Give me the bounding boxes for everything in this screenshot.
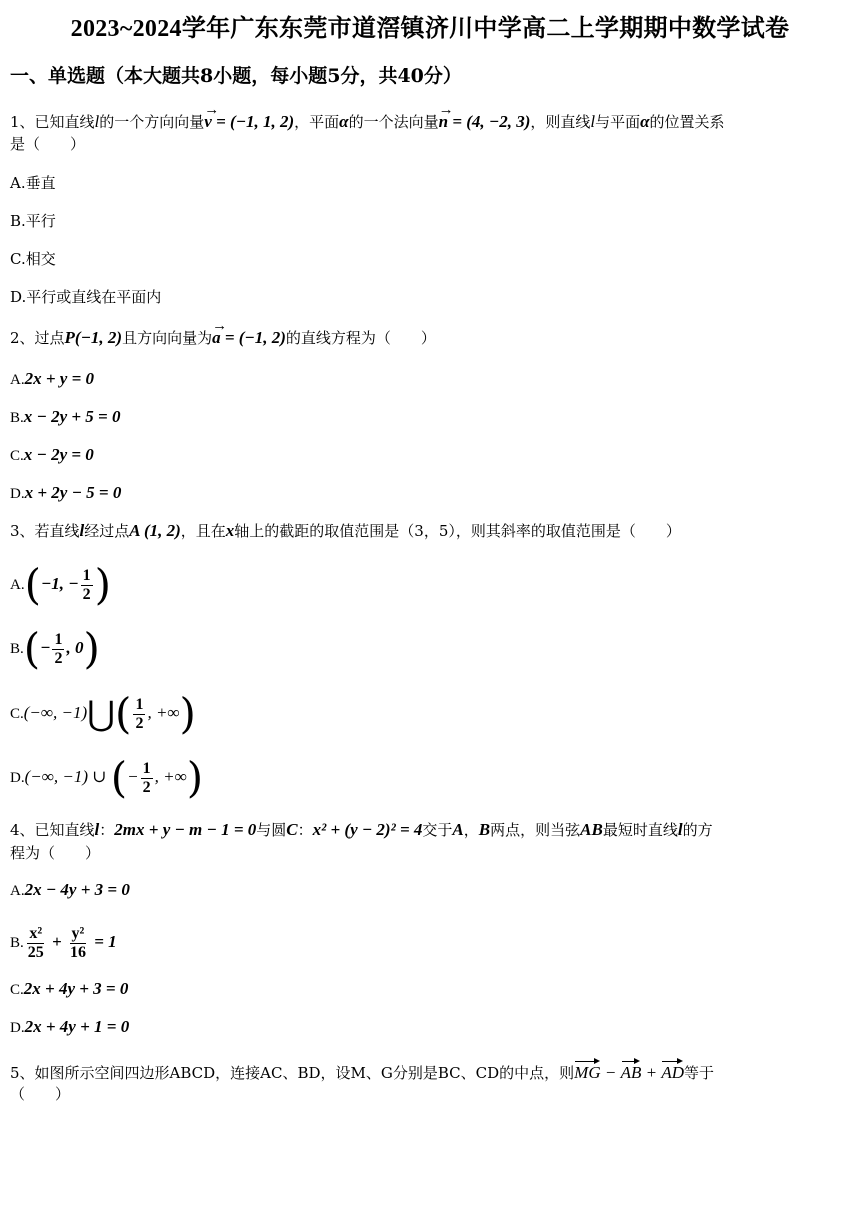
question-4-option-c: C.2x + 4y + 3 = 0 [10, 979, 129, 998]
vector-v: → v [204, 112, 212, 132]
question-3-option-c: C.(−∞, −1)⋃( $\frac{1}{2}$ , +∞) [10, 689, 196, 738]
question-3-option-d: D.(−∞, −1) ∪ (− $\frac{1}{2}$ , +∞) [10, 753, 204, 802]
fraction: $\frac{1}{2}$ [82, 566, 91, 603]
question-1-option-c: C.相交 [10, 250, 56, 268]
vector-ad: AD [661, 1063, 685, 1082]
fraction: $\frac{\text{x²}}{25}$ [27, 924, 44, 961]
question-4-option-a: A.2x − 4y + 3 = 0 [10, 880, 130, 899]
question-1-option-b: B.平行 [10, 212, 56, 230]
question-4-option-d: D.2x + 4y + 1 = 0 [10, 1017, 130, 1036]
question-1-option-a: A.垂直 [10, 174, 56, 192]
question-4-option-b: B. $\frac{\text{x²}}{25}$ + $\frac{\text{y²}}{16}$ = 1 [10, 924, 117, 961]
question-3-option-b: B.(− $\frac{1}{2}$ , 0) [10, 624, 100, 673]
question-2-option-a: A.2x + y = 0 [10, 369, 95, 388]
vector-n: → n [439, 112, 448, 132]
fraction: $\frac{\text{y²}}{16}$ [69, 924, 86, 961]
question-3-option-a: A.(−1, − $\frac{1}{2}$ ) [10, 560, 111, 609]
question-2-option-b: B.x − 2y + 5 = 0 [10, 407, 121, 426]
vector-mg: MG [574, 1063, 601, 1082]
vector-a: → a [212, 328, 221, 348]
question-3-stem: 3、若直线l经过点A (1, 2)，且在x轴上的截距的取值范围是（3，5），则其斜率的取值范围是（ ） [10, 521, 681, 540]
fraction: $\frac{1}{2}$ [54, 630, 63, 667]
vector-ab: AB [620, 1063, 642, 1082]
question-5-stem-cont: （ ） [10, 1085, 71, 1103]
exam-title: 2023~2024学年广东东莞市道滘镇济川中学高二上学期期中数学试卷 [70, 16, 790, 42]
question-1-stem: 1、已知直线l的一个方向向量→ v = (−1, 1, 2)，平面α的一个法向量→ n = (4, −2, 3)，则直线l与平面α的位置关系 [10, 112, 725, 132]
question-5-stem: 5、如图所示空间四边形ABCD，连接AC、BD，设M、G分别是BC、CD的中点，则MG − AB + AD等于 [10, 1063, 715, 1082]
question-2-option-c: C.x − 2y = 0 [10, 445, 94, 464]
question-2-option-d: D.x + 2y − 5 = 0 [10, 483, 122, 502]
question-2-stem: 2、过点P(−1, 2)且方向向量为→ a = (−1, 2)的直线方程为（ ） [10, 328, 436, 348]
question-4-stem: 4、已知直线l：2mx + y − m − 1 = 0与圆C：x² + (y − 2)² = 4交于A，B两点，则当弦AB最短时直线l的方 [10, 820, 713, 839]
fraction: $\frac{1}{2}$ [135, 695, 144, 732]
section-heading: 一、单选题（本大题共8小题，每小题5分，共40分） [10, 65, 462, 87]
fraction: $\frac{1}{2}$ [142, 759, 151, 796]
question-4-stem-cont: 程为（ ） [10, 844, 101, 862]
question-1-stem-cont: 是（ ） [10, 135, 86, 153]
question-1-option-d: D.平行或直线在平面内 [10, 288, 162, 306]
